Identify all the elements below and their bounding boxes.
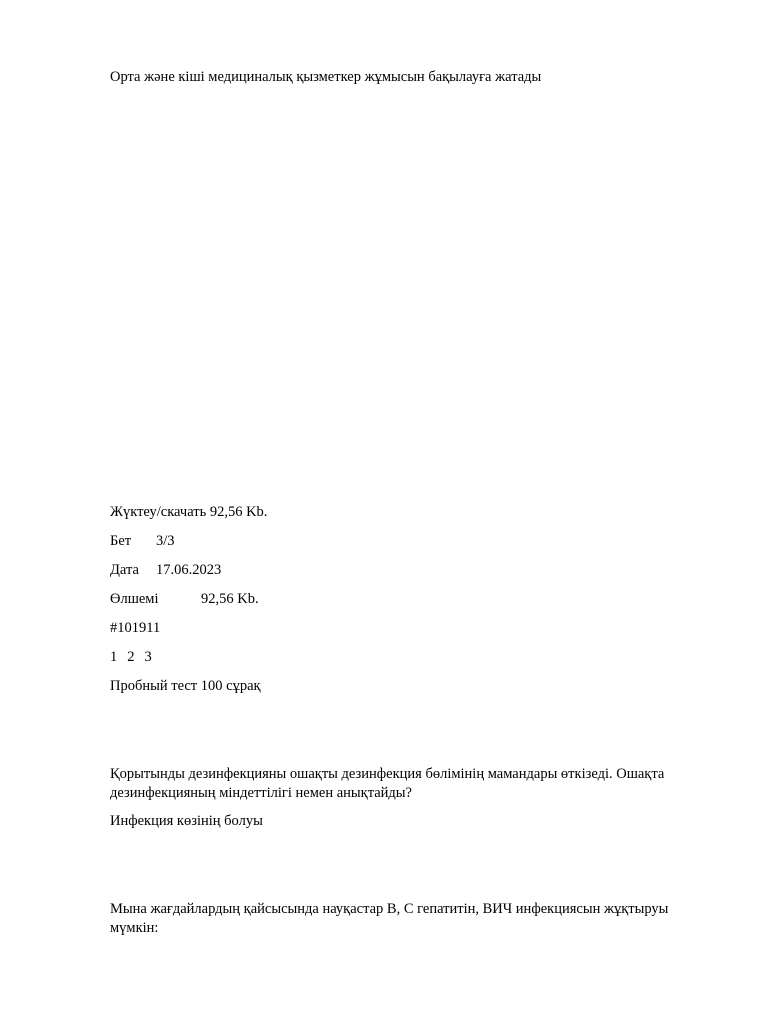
page-value: 3/3 — [156, 533, 175, 549]
page-link-2[interactable]: 2 — [127, 649, 135, 665]
document-title: Орта және кіші медициналық қызметкер жұмысын бақылауға жатады — [110, 69, 542, 85]
size-value: 92,56 Kb. — [201, 591, 259, 607]
date-info — [110, 561, 221, 580]
size-info — [110, 590, 259, 609]
page-info — [110, 532, 175, 551]
date-value: 17.06.2023 — [156, 562, 222, 578]
document-id: #101911 — [110, 620, 161, 636]
test-title: Пробный тест 100 сұрақ — [110, 678, 261, 694]
question-1: Қорытынды дезинфекцияны ошақты дезинфекция бөлімінің мамандары өткізеді. Ошақта дезинфекцияның міндеттілігі немен анықтайды? — [110, 766, 665, 801]
page-link-3[interactable]: 3 — [144, 649, 152, 665]
page-link-1[interactable]: 1 — [110, 649, 118, 665]
page-label: Бет — [110, 533, 132, 549]
download-link[interactable]: Жүктеу/скачать 92,56 Kb. — [110, 504, 268, 520]
date-label: Дата — [110, 562, 139, 578]
question-2: Мына жағдайлардың қайсысында науқастар В, С гепатитін, ВИЧ инфекциясын жұқтыруы мүмкін: — [110, 901, 669, 936]
pagination — [110, 648, 162, 667]
answer-1: Инфекция көзінің болуы — [110, 813, 263, 829]
size-label: Өлшемі — [110, 591, 159, 607]
